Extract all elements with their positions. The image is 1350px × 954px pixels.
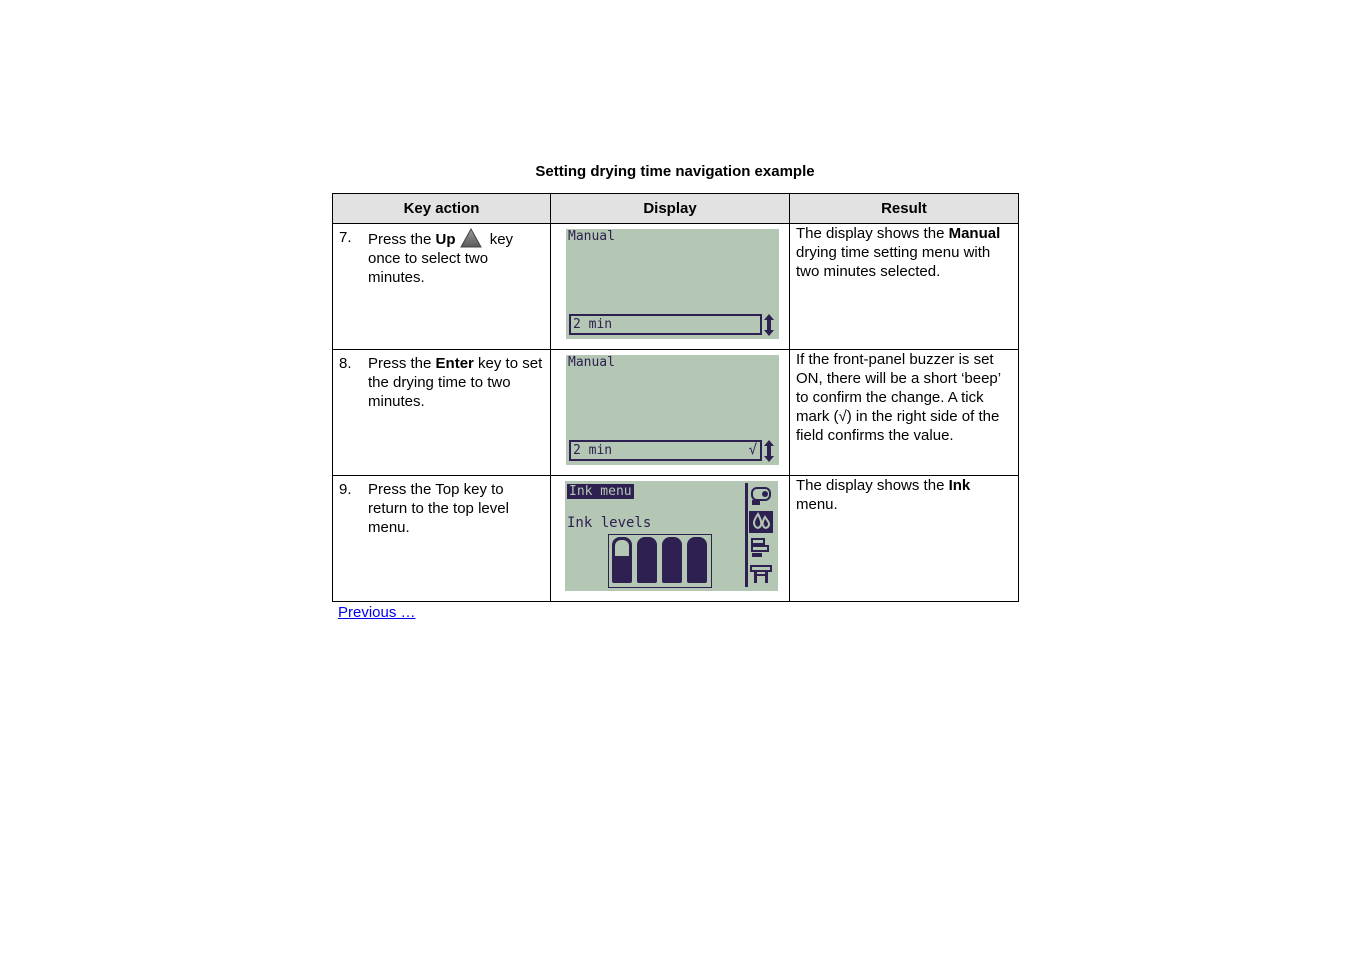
- lcd-value-field: 2 min: [569, 314, 762, 335]
- header-key-action: Key action: [333, 194, 551, 224]
- key-action-cell: [333, 224, 551, 350]
- step-number: 9.: [339, 481, 352, 498]
- tick-mark: √: [748, 442, 757, 458]
- display-cell: [551, 224, 790, 350]
- menu-icon-bar: [745, 483, 773, 587]
- ink-drops-icon: [749, 511, 773, 533]
- step-text: Press the Up key once to select two minutes.: [368, 228, 544, 287]
- lcd-display: [566, 355, 779, 465]
- result-text: If the front-panel buzzer is set ON, there will be a short ‘beep’ to confirm the change. A tick mark (√) in the right side of the field confirms the value.: [796, 351, 1001, 444]
- lcd-header: Manual: [568, 229, 615, 244]
- step-number: 7.: [339, 229, 352, 246]
- up-down-arrows-icon: [763, 314, 775, 336]
- table-title: Setting drying time navigation example: [535, 163, 815, 180]
- ink-cartridge-level: [662, 537, 682, 583]
- result-text: The display shows the Manual drying time setting menu with two minutes selected.: [796, 225, 1001, 280]
- result-text: The display shows the Ink menu.: [796, 477, 971, 513]
- header-result: Result: [790, 194, 1019, 224]
- up-down-arrows-icon: [763, 440, 775, 462]
- paper-roll-icon: [749, 485, 773, 507]
- header-row: [333, 194, 1019, 224]
- lcd-value-field: 2 min √: [569, 440, 762, 461]
- step-text: Press the Top key to return to the top level menu.: [368, 481, 509, 536]
- result-cell: [790, 476, 1019, 602]
- table-row: [333, 476, 1019, 602]
- lcd-subtitle: Ink levels: [567, 515, 652, 531]
- triangle-up-icon: [460, 228, 482, 248]
- result-cell: [790, 224, 1019, 350]
- table-row: [333, 350, 1019, 476]
- ink-cartridge-level: [687, 537, 707, 583]
- printer-setup-icon: [749, 563, 773, 585]
- step-text: Press the Enter key to set the drying time to two minutes.: [368, 355, 543, 410]
- ink-cartridge-level: [637, 537, 657, 583]
- step-number: 8.: [339, 355, 352, 372]
- header-display: Display: [551, 194, 790, 224]
- lcd-display: [565, 481, 778, 591]
- table-row: [333, 224, 1019, 350]
- key-action-cell: [333, 350, 551, 476]
- previous-link[interactable]: Previous …: [338, 604, 416, 621]
- queue-icon: [749, 537, 773, 559]
- lcd-display: [566, 229, 779, 339]
- ink-cartridge-level: [612, 537, 632, 583]
- result-cell: [790, 350, 1019, 476]
- display-cell: [551, 350, 790, 476]
- ink-level-bars: [608, 534, 712, 588]
- navigation-table: [332, 193, 1019, 602]
- lcd-header: Manual: [568, 355, 615, 370]
- display-cell: [551, 476, 790, 602]
- lcd-header: Ink menu: [569, 484, 632, 499]
- key-action-cell: [333, 476, 551, 602]
